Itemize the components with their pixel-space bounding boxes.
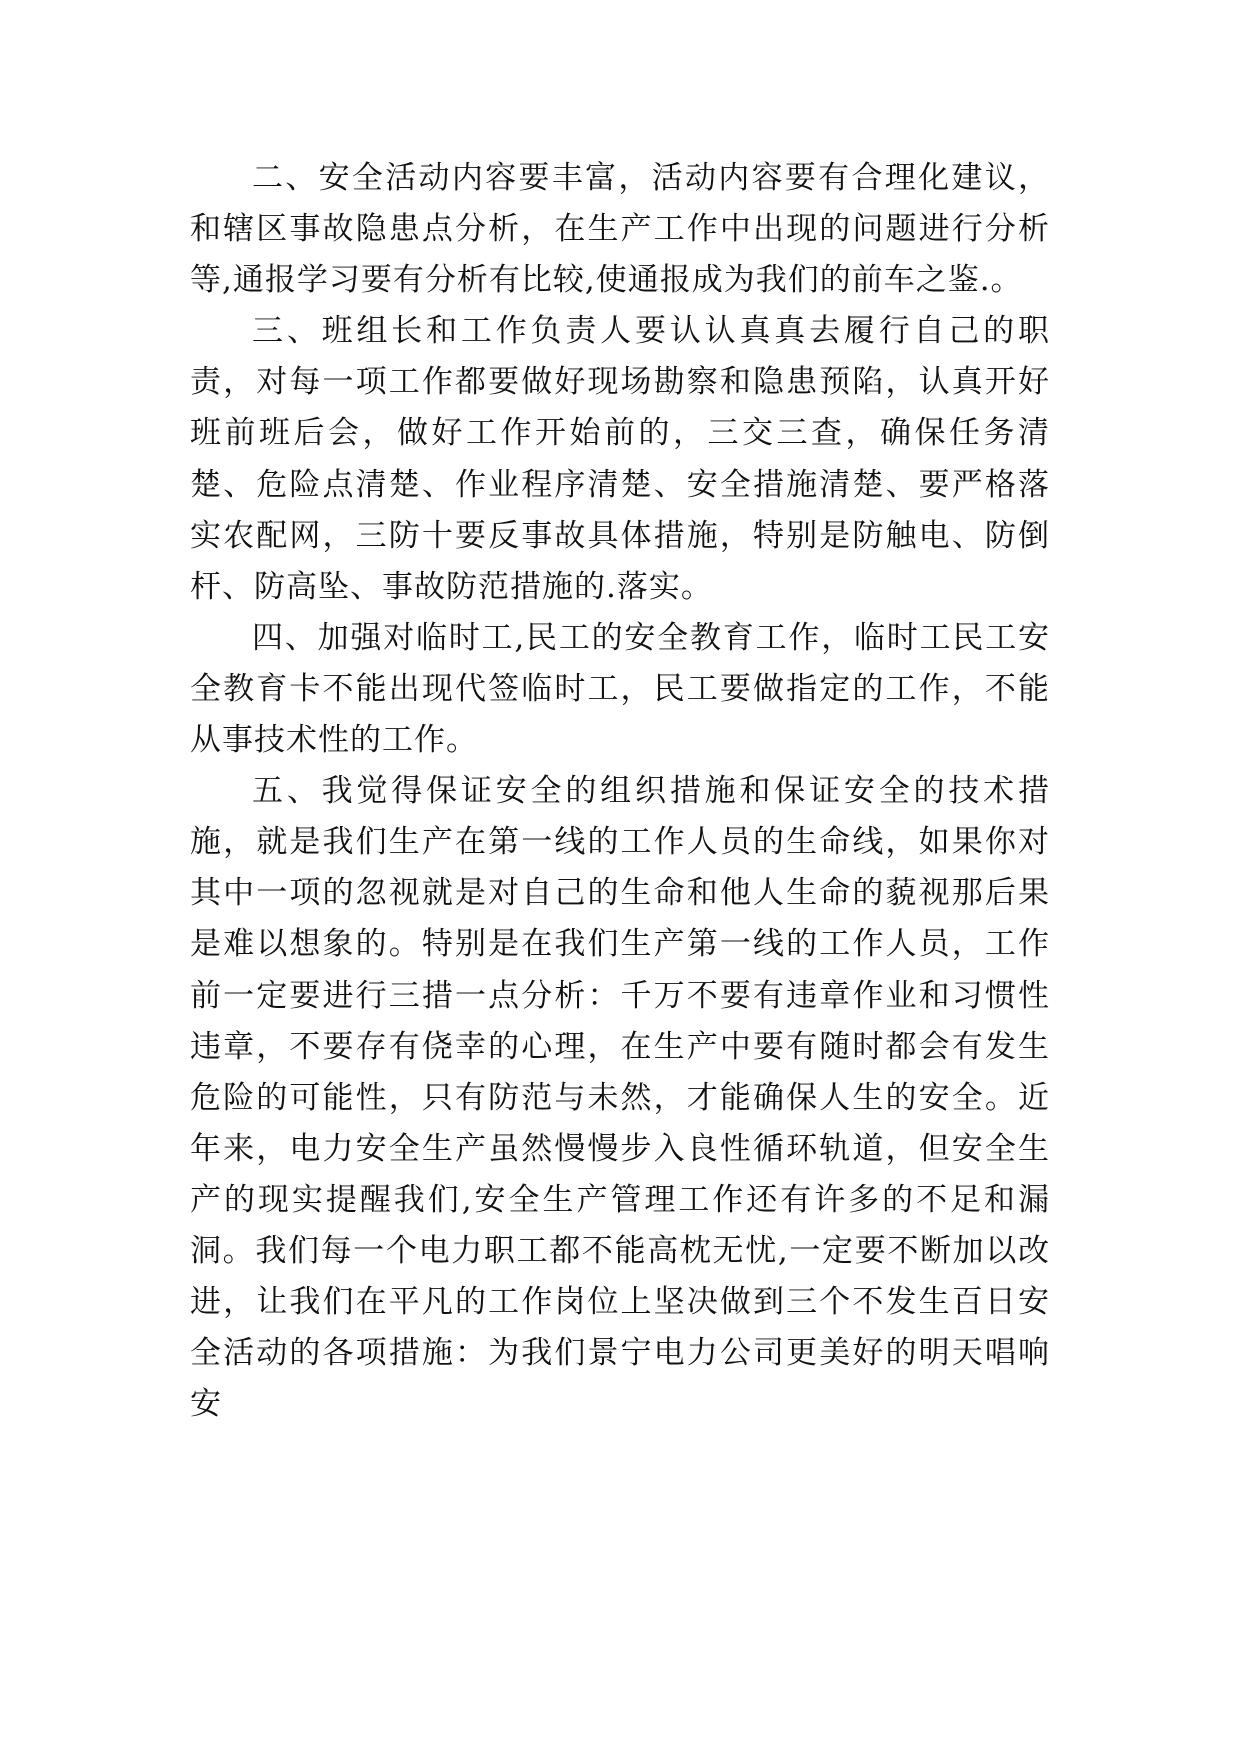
document-body [190,153,1050,1430]
paragraph-4: 四、加强对临时工,民工的安全教育工作，临时工民工安全教育卡不能出现代签临时工，民工要做指定的工作，不能从事技术性的工作。 [190,619,1050,759]
paragraph-2: 二、安全活动内容要丰富，活动内容要有合理化建议，和辖区事故隐患点分析，在生产工作中出现的问题进行分析等,通报学习要有分析有比较,使通报成为我们的前车之鉴.。 [190,160,1050,299]
paragraph-3: 三、班组长和工作负责人要认认真真去履行自己的职责，对每一项工作都要做好现场勘察和隐患预陷，认真开好班前班后会，做好工作开始前的，三交三查，确保任务清楚、危险点清楚、作业程序清楚、安全措施清楚、要严格落实农配网，三防十要反事故具体措施，特别是防触电、防倒杆、防高坠、事故防范措施的.落实。 [190,313,1050,605]
paragraph-5: 五、我觉得保证安全的组织措施和保证安全的技术措施，就是我们生产在第一线的工作人员的生命线，如果你对其中一项的忽视就是对自己的生命和他人生命的藐视那后果是难以想象的。特别是在我们生产第一线的工作人员，工作前一定要进行三措一点分析：千万不要有违章作业和习惯性违章，不要存有侥幸的心理，在生产中要有随时都会有发生危险的可能性，只有防范与未然，才能确保人生的安全。近年来，电力安全生产虽然慢慢步入良性循环轨道，但安全生产的现实提醒我们,安全生产管理工作还有许多的不足和漏洞。我们每一个电力职工都不能高枕无忧,一定要不断加以改进，让我们在平凡的工作岗位上坚决做到三个不发生百日安全活动的各项措施：为我们景宁电力公司更美好的明天唱响安 [190,773,1050,1423]
